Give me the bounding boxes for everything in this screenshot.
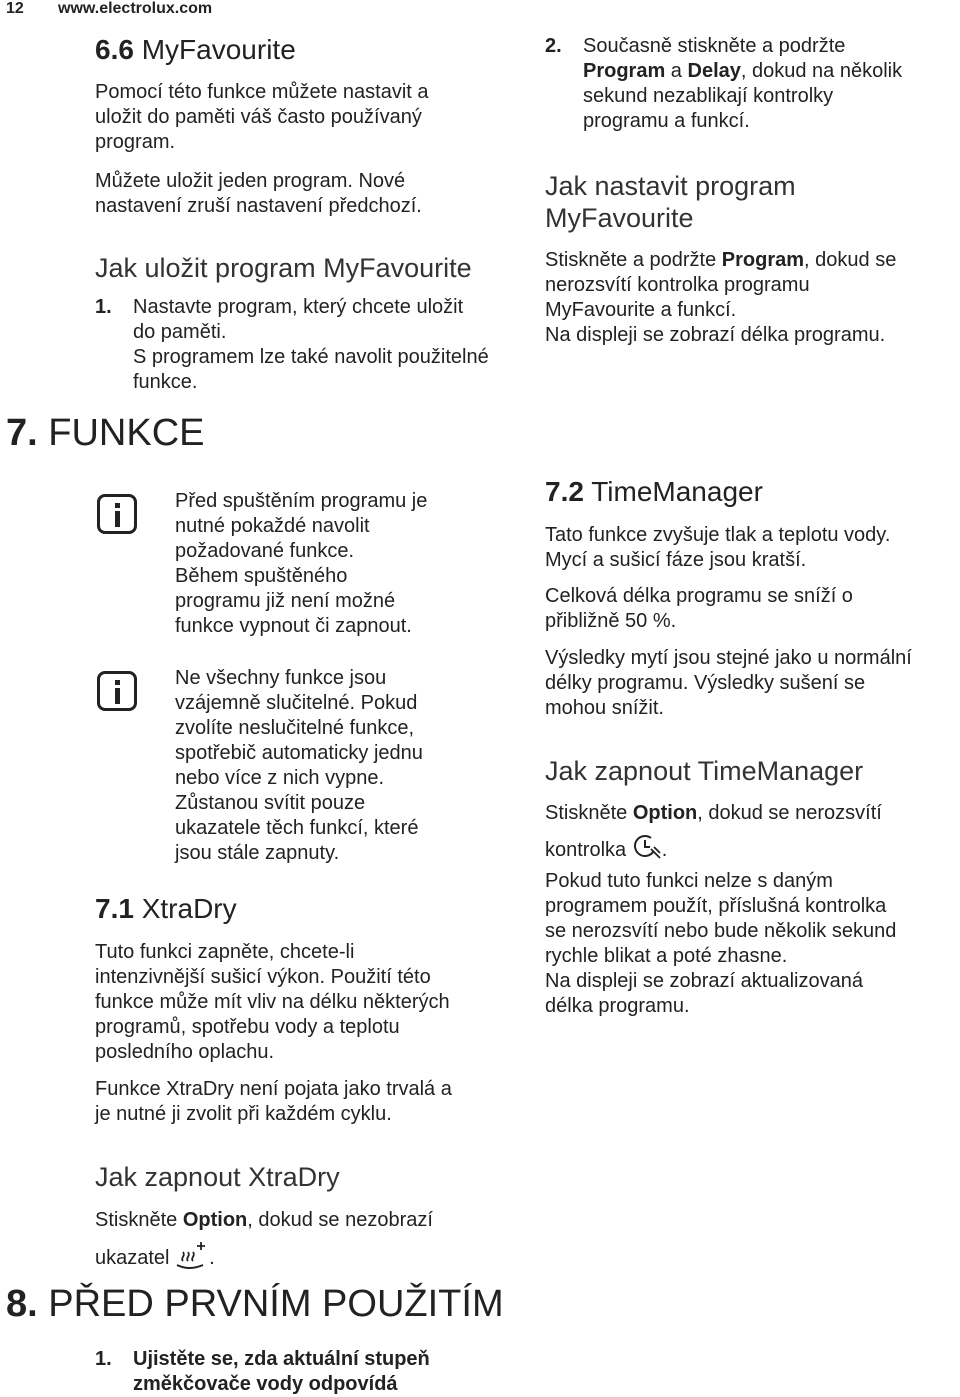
text-line: Tato funkce zvyšuje tlak a teplotu vody. bbox=[545, 524, 891, 546]
text-line: Na displeji se zobrazí délka programu. bbox=[545, 324, 886, 346]
text-run: ukazatel bbox=[95, 1246, 176, 1269]
text-line: programem použít, příslušná kontrolka bbox=[545, 895, 887, 917]
text-line: nerozsvítí kontrolka programu bbox=[545, 274, 810, 296]
program-button-label: Program bbox=[721, 249, 805, 271]
info-icon bbox=[97, 671, 137, 711]
section-title: MyFavourite bbox=[141, 34, 296, 65]
delay-button-label: Delay bbox=[687, 60, 741, 82]
step-number: 2. bbox=[545, 35, 562, 57]
text-line: do paměti. bbox=[133, 321, 227, 343]
s66-note bbox=[95, 169, 422, 219]
text-line: vzájemně slučitelné. Pokud bbox=[175, 692, 418, 714]
s71-paragraph-2 bbox=[95, 1077, 452, 1127]
text-line: nebo více z nich vypne. bbox=[175, 767, 385, 789]
text-line: intenzivnější sušicí výkon. Použití této bbox=[95, 966, 431, 988]
save-step-1 bbox=[95, 295, 489, 395]
step-number: 1. bbox=[95, 1348, 112, 1370]
text-line: nutné pokaždé navolit bbox=[175, 515, 370, 537]
section-title: TimeManager bbox=[591, 476, 763, 507]
s8-step-1 bbox=[95, 1347, 430, 1397]
text-line: funkce. bbox=[133, 371, 198, 393]
text-line: programu a funkcí. bbox=[583, 110, 750, 132]
text-line: Během spuštěného bbox=[175, 565, 348, 587]
text-run: Stiskněte a podržte bbox=[545, 249, 722, 271]
save-step-2 bbox=[545, 34, 955, 134]
text-line: ukazatele těch funkcí, které bbox=[175, 817, 419, 839]
text-line: Na displeji se zobrazí aktualizovaná bbox=[545, 970, 863, 992]
text-line: MyFavourite a funkcí. bbox=[545, 299, 737, 321]
chapter-title: PŘED PRVNÍM POUŽITÍM bbox=[48, 1283, 504, 1325]
info-icon bbox=[97, 494, 137, 534]
heading-line: MyFavourite bbox=[545, 203, 694, 233]
text-line: Ne všechny funkce jsou bbox=[175, 667, 387, 689]
text-line: funkce vypnout či zapnout. bbox=[175, 615, 412, 637]
s72-paragraph-2 bbox=[545, 584, 853, 634]
program-button-label: Program bbox=[583, 60, 666, 82]
text-run: a bbox=[665, 60, 688, 82]
section-7-2-heading bbox=[545, 476, 763, 508]
text-line: S programem lze také navolit použitelné bbox=[133, 346, 489, 368]
option-button-label: Option bbox=[182, 1209, 248, 1231]
section-6-6-heading bbox=[95, 34, 296, 66]
text-run: kontrolka bbox=[545, 838, 632, 861]
chapter-7-heading bbox=[6, 412, 205, 455]
section-number: 7.1 bbox=[95, 893, 134, 924]
text-line: spotřebič automaticky jednu bbox=[175, 742, 423, 764]
text-line: Nastavte program, který chcete uložit bbox=[133, 296, 464, 318]
text-line: Celková délka programu se sníží o bbox=[545, 585, 853, 607]
s72-paragraph-3 bbox=[545, 646, 912, 721]
text-line: Můžete uložit jeden program. Nové bbox=[95, 170, 406, 192]
set-myfavourite-heading bbox=[545, 170, 796, 234]
section-number: 7.2 bbox=[545, 476, 584, 507]
timemanager-howto-heading: Jak zapnout TimeManager bbox=[545, 756, 864, 786]
text-line: nastavení zruší nastavení předchozí. bbox=[95, 195, 422, 217]
save-myfavourite-heading: Jak uložit program MyFavourite bbox=[95, 253, 472, 283]
text-line: posledního oplachu. bbox=[95, 1041, 275, 1063]
chapter-8-heading bbox=[6, 1283, 504, 1326]
s66-intro bbox=[95, 80, 429, 155]
heading-line: Jak nastavit program bbox=[545, 171, 796, 201]
text-line: požadované funkce. bbox=[175, 540, 355, 562]
text-line: programů, spotřebu vody a teplotu bbox=[95, 1016, 400, 1038]
text-run: Stiskněte bbox=[95, 1209, 183, 1231]
xtradry-howto-text bbox=[95, 1208, 515, 1276]
text-line: přibližně 50 %. bbox=[545, 610, 677, 632]
text-run: Stiskněte bbox=[545, 802, 633, 824]
timemanager-howto-text bbox=[545, 801, 955, 1019]
text-line: Výsledky mytí jsou stejné jako u normální bbox=[545, 647, 912, 669]
text-line: programu již není možné bbox=[175, 590, 396, 612]
text-line: uložit do paměti váš často používaný bbox=[95, 106, 422, 128]
xtradry-icon bbox=[175, 1241, 209, 1276]
chapter-title: FUNKCE bbox=[48, 412, 205, 454]
text-line: Tuto funkci zapněte, chcete-li bbox=[95, 941, 355, 963]
text-line: změkčovače vody odpovídá bbox=[133, 1373, 398, 1395]
text-line: rychle blikat a poté zhasne. bbox=[545, 945, 788, 967]
step-number: 1. bbox=[95, 296, 112, 318]
page-number: 12 bbox=[6, 0, 24, 17]
text-run: , dokud se nezobrazí bbox=[247, 1209, 433, 1231]
text-line: zvolíte neslučitelné funkce, bbox=[175, 717, 415, 739]
text-line: Zůstanou svítit pouze bbox=[175, 792, 366, 814]
text-line: mohou snížit. bbox=[545, 697, 664, 719]
info-note-2 bbox=[175, 666, 423, 866]
text-line: Funkce XtraDry není pojata jako trvalá a bbox=[95, 1078, 452, 1100]
text-line: délky programu. Výsledky sušení se bbox=[545, 672, 866, 694]
text-run: . bbox=[661, 838, 668, 861]
text-line: Současně stiskněte a podržte bbox=[583, 35, 846, 57]
chapter-number: 7. bbox=[6, 412, 38, 454]
text-line: Pomocí této funkce můžete nastavit a bbox=[95, 81, 429, 103]
text-line: Pokud tuto funkci nelze s daným bbox=[545, 870, 833, 892]
header-url[interactable]: www.electrolux.com bbox=[58, 0, 213, 17]
text-run: , dokud se nerozsvítí bbox=[697, 802, 882, 824]
timemanager-icon bbox=[632, 832, 662, 869]
section-7-1-heading bbox=[95, 893, 237, 925]
s71-paragraph-1 bbox=[95, 940, 450, 1065]
text-line: funkce může mít vliv na délku některých bbox=[95, 991, 450, 1013]
text-run: , dokud se bbox=[804, 249, 897, 271]
text-line: program. bbox=[95, 131, 176, 153]
text-line: délka programu. bbox=[545, 995, 690, 1017]
info-note-1 bbox=[175, 489, 427, 639]
page-header bbox=[0, 0, 300, 20]
text-line: sekund nezablikají kontrolky bbox=[583, 85, 834, 107]
chapter-number: 8. bbox=[6, 1283, 38, 1325]
text-line: Mycí a sušicí fáze jsou kratší. bbox=[545, 549, 807, 571]
text-line: se nerozsvítí nebo bude několik sekund bbox=[545, 920, 897, 942]
section-title: XtraDry bbox=[141, 893, 237, 924]
text-line: Ujistěte se, zda aktuální stupeň bbox=[133, 1348, 430, 1370]
text-run: , dokud na několik bbox=[740, 60, 903, 82]
text-line: je nutné ji zvolit při každém cyklu. bbox=[95, 1103, 392, 1125]
xtradry-howto-heading: Jak zapnout XtraDry bbox=[95, 1162, 340, 1192]
set-myfavourite-text bbox=[545, 248, 955, 348]
section-number: 6.6 bbox=[95, 34, 134, 65]
text-line: jsou stále zapnuty. bbox=[175, 842, 340, 864]
text-run: . bbox=[209, 1246, 215, 1269]
text-line: Před spuštěním programu je bbox=[175, 490, 428, 512]
s72-paragraph-1 bbox=[545, 523, 890, 573]
option-button-label: Option bbox=[632, 802, 698, 824]
